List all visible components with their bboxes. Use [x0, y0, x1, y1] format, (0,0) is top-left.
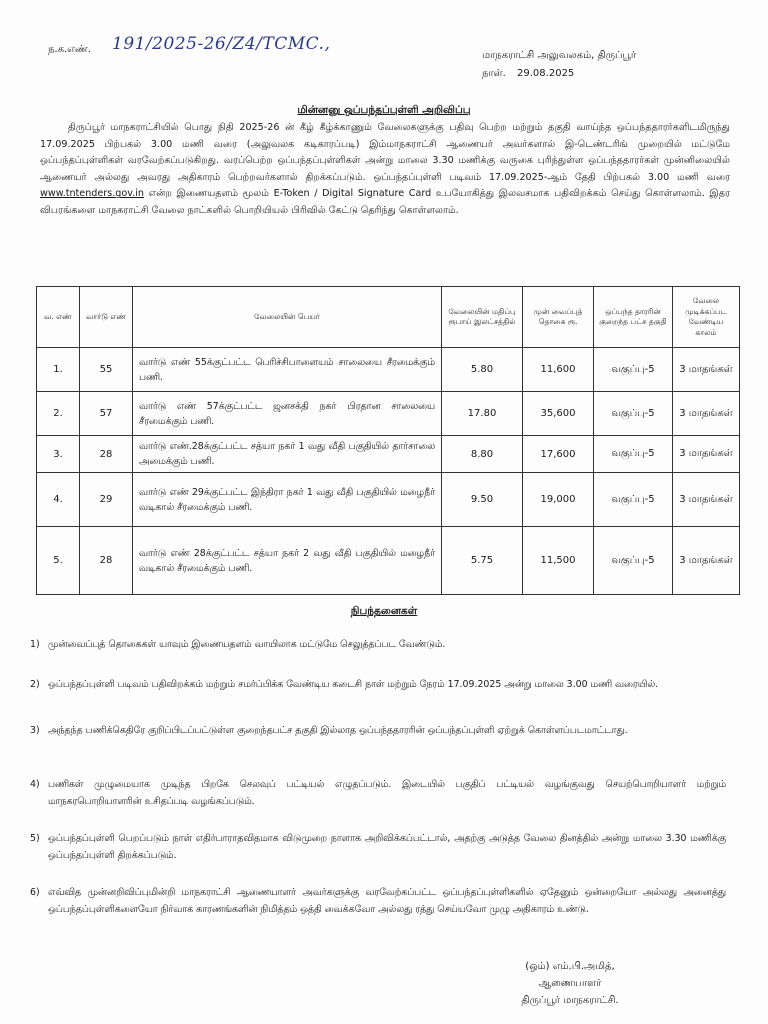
reference-label: ந.க.எண். — [48, 44, 91, 55]
cell-value: 17.80 — [442, 392, 523, 436]
cell-ward: 57 — [80, 392, 133, 436]
cell-value: 5.75 — [442, 527, 523, 595]
cell-work: வார்டு எண் 28க்குட்பட்ட சத்யா நகர் 2 வது வீதி பகுதியில் மழைநீர் வடிகால் சீரமைக்கும் பணி. — [133, 527, 442, 595]
cell-sno: 3. — [37, 436, 80, 473]
cell-value: 5.80 — [442, 348, 523, 392]
condition-number: 6) — [30, 887, 40, 898]
cell-duration: 3 மாதங்கள் — [673, 348, 740, 392]
signatory-name: (ஒம்) எம்.பி.அமித், — [525, 961, 615, 972]
condition-text: ஒப்பந்தப்புள்ளி பெறப்படும் நாள் எதிர்பாராதவிதமாக விடுமுறை நாளாக அறிவிக்கப்பட்டால், அதற்கு அடுத்த வேலை தினத்தில் அன்று மாலை 3.30 மணிக்கு ஒப்பந்தப்புள்ளி திறக்கப்படும். — [48, 833, 726, 861]
signatory-designation: ஆணையாளர் — [538, 978, 602, 989]
cell-ward: 28 — [80, 436, 133, 473]
cell-duration: 3 மாதங்கள் — [673, 473, 740, 527]
cell-class: வகுப்பு-5 — [594, 436, 673, 473]
condition-item — [30, 776, 726, 810]
condition-text: அந்தந்த பணிக்கெதிரே குறிப்பிடப்பட்டுள்ள குறைந்தபட்ச தகுதி இல்லாத ஒப்பந்ததாரரின் ஒப்பந்தப்புள்ளி ஏற்றுக் கொள்ளப்படமாட்டாது. — [48, 725, 628, 736]
condition-text: எவ்வித முன்னறிவிப்புமின்றி மாநகராட்சி ஆணையாளர் அவர்களுக்கு வரவேற்கப்பட்ட ஒப்பந்தப்புள்ளிகளில் ஏதேனும் ஒன்றையோ அல்லது அனைத்து ஒப்பந்தப்புள்ளிகளையோ நிர்வாக காரணங்களின் நிமித்தம் ஒத்தி வைக்கவோ அல்லது ரத்து செய்யவோ முழு அதிகாரம் உண்டு. — [48, 887, 726, 915]
cell-sno: 1. — [37, 348, 80, 392]
condition-number: 2) — [30, 679, 40, 690]
header-emd: முன் வைப்புத் தொகை ரூ. — [523, 287, 594, 348]
cell-sno: 4. — [37, 473, 80, 527]
condition-item — [30, 722, 726, 739]
cell-ward: 29 — [80, 473, 133, 527]
cell-class: வகுப்பு-5 — [594, 473, 673, 527]
header-value: வேலையின் மதிப்பு ரூபாய் இலட்சத்தில் — [442, 287, 523, 348]
cell-ward: 28 — [80, 527, 133, 595]
table-row — [37, 348, 740, 392]
condition-text: பணிகள் முழுமையாக முடிந்த பிறகே செலவுப் பட்டியல் எழுதப்படும். இடையில் பகுதிப் பட்டியல் வழங்குவது செயற்பொறியாளர் மற்றும் மாநகரபொறியாளரின் உசிதப்படி வழங்கப்படும். — [48, 779, 726, 807]
cell-emd: 11,600 — [523, 348, 594, 392]
cell-sno: 5. — [37, 527, 80, 595]
header-ward: வார்டு எண் — [80, 287, 133, 348]
notice-title: மின்னனு ஒப்பந்தப்புள்ளி அறிவிப்பு — [297, 104, 471, 116]
cell-work: வார்டு எண் 55க்குட்பட்ட பெரிச்சிபாளையம் சாலையை சீரமைக்கும் பணி. — [133, 348, 442, 392]
cell-ward: 55 — [80, 348, 133, 392]
tender-website-link[interactable]: www.tntenders.gov.in — [40, 188, 144, 200]
cell-value: 8.80 — [442, 436, 523, 473]
intro-text-continued: என்ற இணையதளம் மூலம் E-Token / Digital Signature Card உபயோகித்து இலவசமாக பதிவிறக்கம் செய்து கொள்ளலாம். இதர விபரங்களை மாநகராட்சி வேலை நாட்களில் பொறியியல் பிரிவில் கேட்டு தெரிந்து கொள்ளலாம். — [40, 188, 730, 216]
table-row — [37, 473, 740, 527]
condition-item — [30, 676, 726, 693]
reference-number: 191/2025-26/Z4/TCMC., — [112, 34, 331, 54]
cell-emd: 35,600 — [523, 392, 594, 436]
cell-class: வகுப்பு-5 — [594, 348, 673, 392]
header-class: ஒப்பந்த தாரரின் குறைந்த பட்ச தகுதி — [594, 287, 673, 348]
header-work: வேலையின் பெயர் — [133, 287, 442, 348]
cell-emd: 11,500 — [523, 527, 594, 595]
header-duration: வேலை முடிக்கப்பட வேண்டிய காலம் — [673, 287, 740, 348]
notice-intro — [40, 120, 730, 220]
table-header-row — [37, 287, 740, 348]
cell-work: வார்டு எண் 57க்குட்பட்ட ஜனசக்தி நகர் பிரதான சாலையை சீரமைக்கும் பணி. — [133, 392, 442, 436]
cell-sno: 2. — [37, 392, 80, 436]
office-name: மாநகராட்சி அலுவலகம், திருப்பூர் — [482, 50, 637, 61]
cell-emd: 17,600 — [523, 436, 594, 473]
header-sno: வ. எண் — [37, 287, 80, 348]
date-label: நாள். — [482, 68, 506, 79]
condition-text: முன்வைப்புத் தொகைகள் யாவும் இணையதளம் வாயிலாக மட்டுமே செலுத்தப்பட வேண்டும். — [48, 639, 446, 650]
table-row — [37, 436, 740, 473]
date-value: 29.08.2025 — [517, 68, 575, 79]
cell-class: வகுப்பு-5 — [594, 527, 673, 595]
cell-duration: 3 மாதங்கள் — [673, 392, 740, 436]
signature-block — [500, 958, 640, 1009]
condition-number: 1) — [30, 639, 40, 650]
cell-value: 9.50 — [442, 473, 523, 527]
cell-work: வார்டு எண்.28க்குட்பட்ட சத்யா நகர் 1 வது வீதி பகுதியில் தார்சாலை அமைக்கும் பணி. — [133, 436, 442, 473]
signatory-office: திருப்பூர் மாநகராட்சி. — [521, 995, 619, 1006]
works-table — [36, 286, 740, 595]
cell-duration: 3 மாதங்கள் — [673, 527, 740, 595]
condition-text: ஒப்பந்தப்புள்ளி படிவம் பதிவிறக்கம் மற்றும் சமர்ப்பிக்க வேண்டிய கடைசி நாள் மற்றும் நேரம் 17.09.2025 அன்று மாலை 3.00 மணி வரையில். — [48, 679, 659, 690]
cell-duration: 3 மாதங்கள் — [673, 436, 740, 473]
table-row — [37, 392, 740, 436]
intro-text: திருப்பூர் மாநகராட்சியில் பொது நிதி 2025-26 ன் கீழ் கீழ்க்காணும் வேலைகளுக்கு பதிவு பெற்ற மற்றும் தகுதி வாய்ந்த ஒப்பந்ததாரர்களிடமிருந்து 17.09.2025 பிற்பகல் 3.00 மணி வரை (அலுவலக கடிகாரப்படி) இம்மாநகராட்சி ஆணையர் அவர்களால் இ-டெண்டரிங் முறையில் மட்டுமே ஒப்பந்தப்புள்ளிகள் வரவேற்கப்படுகிறது. வரப்பெற்ற ஒப்பந்தப்புள்ளிகள் அன்று மாலை 3.30 மணிக்கு வருகை புரிந்துள்ள ஒப்பந்ததாரர்கள் முன்னிலையில் ஆணையர் அல்லது அவரது அதிகாரம் பெற்றவர்களால் திறக்கப்படும். ஒப்பந்தப்புள்ளி படிவம் 17.09.2025-ஆம் தேதி பிற்பகல் 3.00 மணி வரை — [40, 122, 730, 183]
condition-number: 4) — [30, 779, 40, 790]
cell-work: வார்டு எண் 29க்குட்பட்ட இந்திரா நகர் 1 வது வீதி பகுதியில் மழைநீர் வடிகால் சீரமைக்கும் பணி. — [133, 473, 442, 527]
condition-item — [30, 830, 726, 864]
conditions-title: நிபந்தனைகள் — [350, 605, 418, 617]
cell-emd: 19,000 — [523, 473, 594, 527]
table-row — [37, 527, 740, 595]
condition-number: 5) — [30, 833, 40, 844]
cell-class: வகுப்பு-5 — [594, 392, 673, 436]
date-line — [482, 68, 574, 80]
condition-item — [30, 884, 726, 918]
condition-number: 3) — [30, 725, 40, 736]
condition-item — [30, 636, 726, 653]
